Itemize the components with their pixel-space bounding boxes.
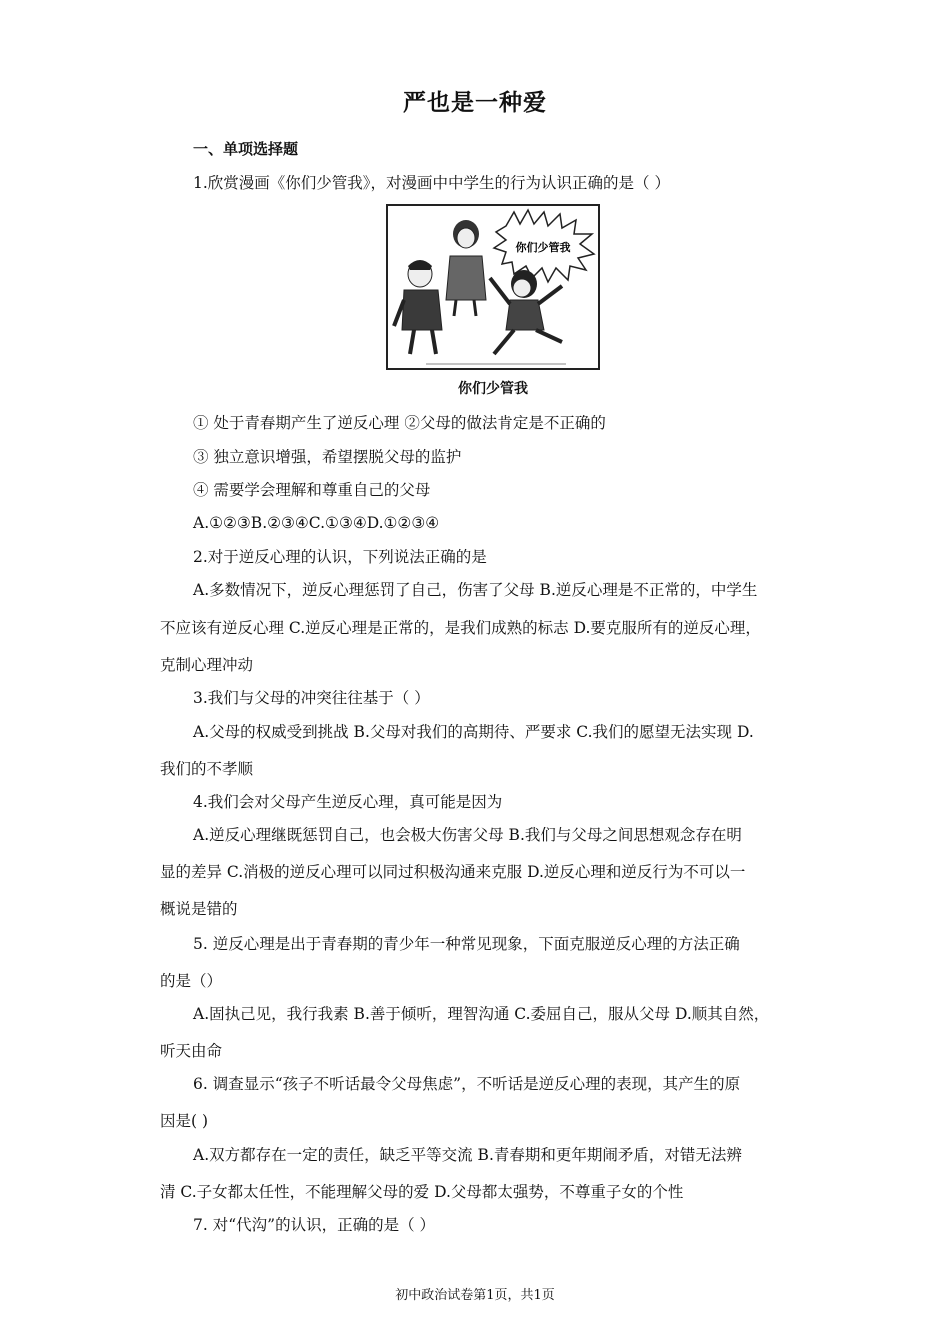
question-2-options: 不应该有逆反心理 C.逆反心理是正常的，是我们成熟的标志 D.要克服所有的逆反心理， <box>160 619 761 637</box>
cartoon-caption: 你们少管我 <box>458 381 528 397</box>
question-6-stem: 6. 调查显示“孩子不听话最令父母焦虑”，不听话是逆反心理的表现，其产生的原 <box>193 1075 741 1093</box>
question-5-stem: 的是（） <box>160 972 223 990</box>
page-title: 严也是一种爱 <box>403 89 547 116</box>
question-6-options: A.双方都存在一定的责任，缺乏平等交流 B.青春期和更年期闹矛盾，对错无法辨 <box>193 1146 742 1164</box>
question-2-options: 克制心理冲动 <box>160 656 254 674</box>
speech-bubble-text: 你们少管我 <box>515 241 571 254</box>
question-1-options: A.①②③B.②③④C.①③④D.①②③④ <box>193 514 440 532</box>
question-2-stem: 2.对于逆反心理的认识，下列说法正确的是 <box>193 548 487 566</box>
question-2-options: A.多数情况下，逆反心理惩罚了自己，伤害了父母 B.逆反心理是不正常的，中学生 <box>193 581 758 599</box>
question-1-item: ③ 独立意识增强，希望摆脱父母的监护 <box>193 448 462 466</box>
question-3-stem: 3.我们与父母的冲突往往基于（ ） <box>193 689 430 707</box>
question-7-stem: 7. 对“代沟”的认识，正确的是（ ） <box>193 1216 435 1234</box>
question-4-options: A.逆反心理继既惩罚自己，也会极大伤害父母 B.我们与父母之间思想观念存在明 <box>193 826 742 844</box>
question-5-options: A.固执己见，我行我素 B.善于倾听，理智沟通 C.委屈自己，服从父母 D.顺其自然， <box>193 1005 770 1023</box>
section-heading: 一、单项选择题 <box>193 140 299 158</box>
question-1-item: ④ 需要学会理解和尊重自己的父母 <box>193 481 431 499</box>
question-3-options: 我们的不孝顺 <box>160 760 254 778</box>
question-4-stem: 4.我们会对父母产生逆反心理，真可能是因为 <box>193 793 503 811</box>
question-5-stem: 5. 逆反心理是出于青春期的青少年一种常见现象，下面克服逆反心理的方法正确 <box>193 935 740 953</box>
question-5-options: 听天由命 <box>160 1042 223 1060</box>
question-3-options: A.父母的权威受到挑战 B.父母对我们的高期待、严要求 C.我们的愿望无法实现 D. <box>193 723 754 741</box>
question-1-item: ① 处于青春期产生了逆反心理 ②父母的做法肯定是不正确的 <box>193 414 606 432</box>
question-4-options: 概说是错的 <box>160 900 238 918</box>
question-6-options: 清 C.子女都太任性，不能理解父母的爱 D.父母都太强势，不尊重子女的个性 <box>160 1183 684 1201</box>
page-footer: 初中政治试卷第1页，共1页 <box>395 1288 555 1303</box>
question-1-stem: 1.欣赏漫画《你们少管我》，对漫画中中学生的行为认识正确的是（ ） <box>193 174 670 192</box>
question-4-options: 显的差异 C.消极的逆反心理可以同过积极沟通来克服 D.逆反心理和逆反行为不可以一 <box>160 863 746 881</box>
question-6-stem: 因是( ) <box>160 1112 209 1130</box>
cartoon-illustration <box>386 204 600 370</box>
